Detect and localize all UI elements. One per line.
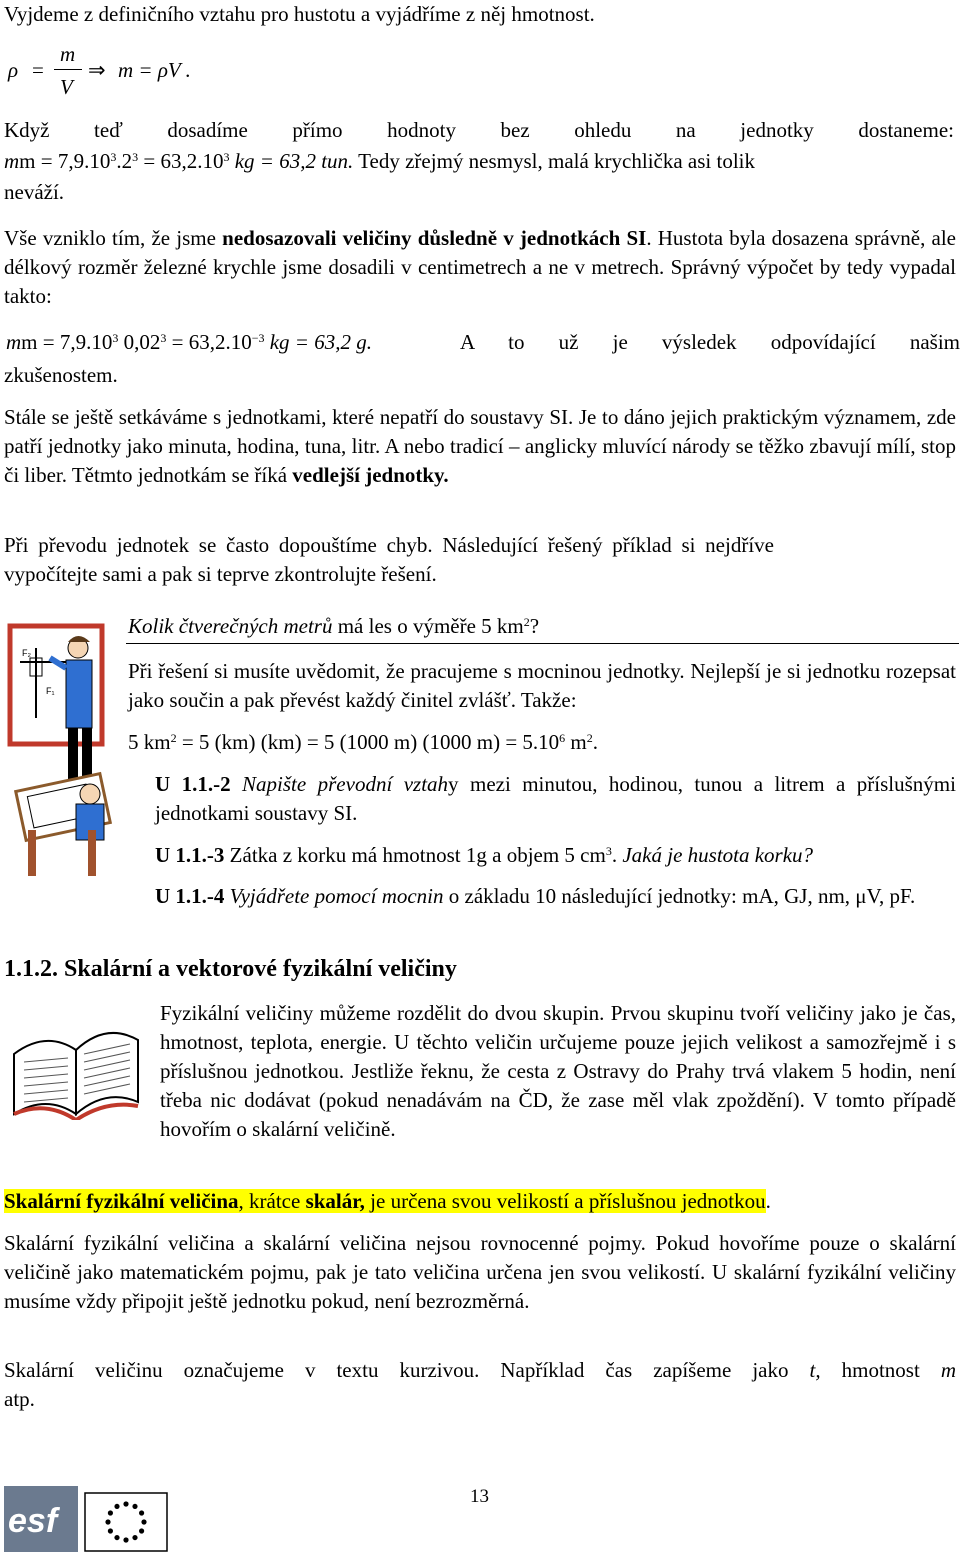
eu-star [139,1510,144,1515]
correct-calculation-tail: zkušenostem. [4,363,118,387]
book-illustration [6,1010,146,1120]
paragraph-si-units: Vše vzniklo tím, že jsme nedosazovali veličiny důsledně v jednotkách SI. Hustota byla dosazena správně, ale délkový rozměr železné krychle jsme dosadili v centimetrech a ne v metrech. Správný výpočet by tedy vypadal takto: [4,226,956,308]
paragraph-scalar-quantities: Fyzikální veličiny můžeme rozdělit do dvou skupin. Prvou skupinu tvoří veličiny jako je čas, hmotnost, teplota, energie. U těchto veličin určujeme pouze jejich velikost a samozřejmě i s příslušnou jednotkou. Jestliže řeknu, že cesta z Ostravy do Prahy trvá vlakem 5 hodin, není třeba nic dodávat (pokud nenadávám na ČD, že zase měl vlak zpoždění). V tomto případě hovořím o skalární veličině. [160,1001,956,1141]
paragraph-conversion-intro: Při převodu jednotek se často dopouštíme chyb. Následující řešený příklad si nejdříve vypočítejte sami a pak si teprve zkontrolujte řešení. [4,533,774,586]
section-heading: 1.1.2. Skalární a vektorové fyzikální veličiny [4,956,457,982]
scalar-definition: Skalární fyzikální veličina, krátce skalár, je určena svou velikostí a příslušnou jednotkou. [4,1189,771,1213]
eu-flag-logo [84,1492,168,1552]
example-question: Kolik čtverečných metrů má les o výměře 5 $km^2$? [128,614,540,638]
eu-star [114,1535,119,1540]
eu-star [114,1504,119,1509]
page-number: 13 [470,1486,489,1507]
eu-star [123,1537,128,1542]
correct-calculation: mm = $7,9.10^3$ $0,02^3 = 63,2.10^{-3}$ kg = 63,2 g. A to už je výsledek odpovídající našim [6,330,960,354]
teacher-illustration [6,618,116,880]
eu-star [123,1501,128,1506]
eu-star [141,1519,146,1524]
substitution-equation: mm = $7,9.10^3.2^3 = 63,2.10^3$ kg = 63,2 tun. Tedy zřejmý nesmysl, malá krychlička asi tolik [4,149,756,173]
svg-text:F₂: F₂ [22,648,31,658]
eu-star [139,1528,144,1533]
eu-star [108,1510,113,1515]
intro-sentence: Vyjdeme z definičního vztahu pro hustotu a vyjádříme z něj hmotnost. [4,2,595,26]
eu-star [132,1504,137,1509]
paragraph-substitution: Když teď dosadíme přímo hodnoty bez ohledu na jednotky dostaneme: [4,118,954,142]
eu-star [132,1535,137,1540]
question-divider [126,643,959,644]
paragraph-italic-notation-tail: atp. [4,1387,35,1411]
exercise-1-1-2: U 1.1.-2 Napište převodní vztahy mezi minutou, hodinou, tunou a litrem a příslušnými jednotkami soustavy SI. [155,772,956,825]
example-answer: Při řešení si musíte uvědomit, že pracujeme s mocninou jednotky. Nejlepší je si jednotku rozepsat jako součin a pak převést každý činitel zvlášť. Takže: [128,659,956,712]
esf-logo: esf [4,1486,78,1552]
paragraph-secondary-units: Stále se ještě setkáváme s jednotkami, které nepatří do soustavy SI. Je to dáno jejich praktickým významem, zde patří jednotky jako minuta, hodina, tuna, litr. A nebo tradicí – anglicky mluvící národy se těžko zbavují mílí, stop či liber. Tětmto jednotkám se říká vedlejší jednotky. [4,405,956,487]
svg-text:F₁: F₁ [46,686,55,696]
eu-star [108,1528,113,1533]
example-answer-equation: 5 $km^2 = 5$ (km) (km) = 5 (1000 m) (1000 $m) = 5.10^6$ $m^2$. [128,730,599,754]
substitution-tail: neváží. [4,180,65,204]
density-equation: ρ = m V ⇒ m = ρV . [8,42,191,99]
eu-star [105,1519,110,1524]
paragraph-scalar-comparison: Skalární fyzikální veličina a skalární veličina nejsou rovnocenné pojmy. Pokud hovoříme pouze o skalární veličině jako matematickém pojmu, pak je tato veličina určena jen svou velikostí. U skalární fyzikální veličiny musíme vždy připojit ještě jednotku pokud, není bezrozměrná. [4,1231,956,1313]
exercise-1-1-3: U 1.1.-3 Zátka z korku má hmotnost 1g a objem 5 $cm^3$. Jaká je hustota korku? [155,843,814,867]
exercise-1-1-4: U 1.1.-4 Vyjádřete pomocí mocnin o základu 10 následující jednotky: mA, GJ, nm, μV, pF. [155,884,916,908]
paragraph-italic-notation: Skalární veličinu označujeme v textu kurzivou. Například čas zapíšeme jako t, hmotnost m [4,1358,956,1382]
